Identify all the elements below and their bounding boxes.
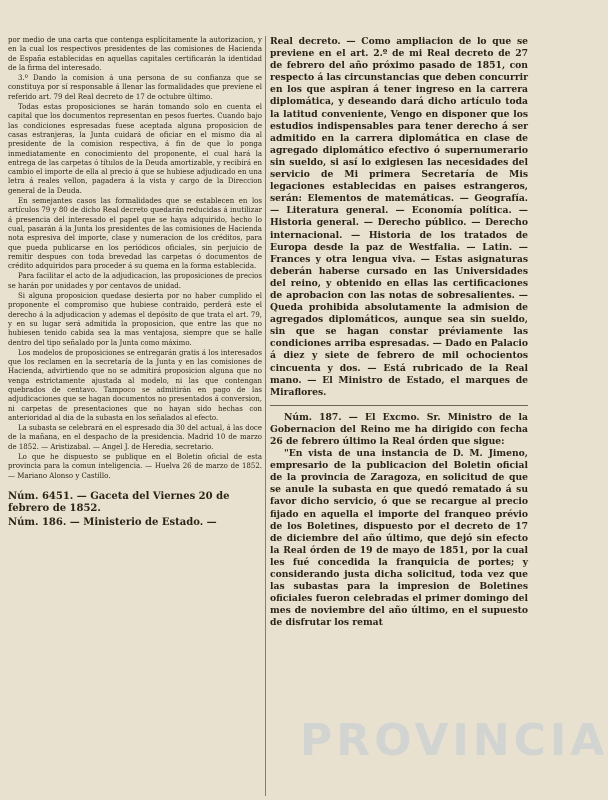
- library-watermark: PROVINCIA: [300, 715, 608, 766]
- column-divider: [265, 36, 266, 796]
- left-paragraph: Los modelos de proposiciones se entregarán gratis á los interesados que los reclamen en la secretaría de la Junta y en las comisiones de Hacienda, advirtiendo que no se admitirá proposicion alguna que no venga estrictamente ajustada al modelo, ni las que contengan quebrados de centavo. Tampoco se admitirán en pago de las adjudicaciones que se hagan documentos no presentados á conversion, ni carpetas de presentaciones que no hayan sido hechas con anterioridad al dia de la subasta en los señalados al efecto.: [8, 348, 262, 422]
- left-paragraph: Si alguna proposicion quedase desierta por no haber cumplido el proponente el compromiso que hubiese contraido, perderá este el derecho á la adjudicacion y ademas el depósito de que trata el art. 79, y en su lugar será admitida la proposicion, que entre las que no hubiesen tenido cabida sea la mas ventajosa, siempre que se halle dentro del tipo señalado por la Junta como máximo.: [8, 292, 262, 347]
- left-paragraph: La subasta se celebrará en el espresado dia 30 del actual, á las doce de la mañana, en el despacho de la presidencia. Madrid 10 de marzo de 1852. — Aristizabal. — Angel J. de Heredia, secretario.: [8, 424, 262, 451]
- right-column: [270, 36, 528, 630]
- real-decreto-text: Real decreto. — Como ampliacion de lo que se previene en el art. 2.º de mi Real decreto de 27 de febrero del año próximo pasado de 1851, con respecto á las circunstancias que deben concurrir en los que aspiran á tener ingreso en la carrera diplomática, y deseando dará dicho artículo toda la latitud conveniente, Vengo en disponer que los estudios indispensables para tener derecho á ser admitido en la carrera diplomática en clase de agregado diplomático efectivo ó supernumerario sin sueldo, si así lo exigiesen las necesidades del servicio de Mi primera Secretaría de Mis legaciones establecidas en paises estrangeros, serán: Elementos de matemáticas. — Geografía. — Literatura general. — Economía política. — Historia general. — Derecho público. — Derecho internacional. — Historia de los tratados de Europa desde la paz de Westfalia. — Latin. — Frances y otra lengua viva. — Estas asignaturas deberán haberse cursado en las Universidades del reino, y obtenido en ellas las certificaciones de aprobacion con las notas de sobresalientes. — Queda prohibida absolutamente la admision de agregados diplomáticos, aunque sea sin sueldo, sin que se hagan constar préviamente las condiciones arriba espresadas. — Dado en Palacio á diez y siete de febrero de mil ochocientos cincuenta y dos. — Está rubricado de la Real mano. — El Ministro de Estado, el marques de Miraflores.: [270, 36, 528, 398]
- ministerio-heading: Núm. 186. — Ministerio de Estado. —: [8, 516, 217, 528]
- real-orden-body: "En vista de una instancia de D. M. Jimeno, empresario de la publicacion del Boletin oficial de la provincia de Zaragoza, en solicitud de que se anule la subasta en que quedó rematado á su favor dicho servicio, ó que se recargue al precio fijado en aquella el importe del franqueo prévio de los Boletines, dispuesto por el decreto de 17 de diciembre del año último, que dejó sin efecto la Real órden de 19 de mayo de 1851, por la cual les fué concedida la franquicia de portes; y considerando justa dicha solicitud, toda vez que las subastas para la impresion de Boletines oficiales fueron celebradas el primer domingo del mes de noviembre del año último, en el supuesto de disfrutar los remat: [270, 448, 528, 629]
- left-column: [8, 36, 262, 531]
- gaceta-heading: Núm. 6451. — Gaceta del Viernes 20 de febrero de 1852.: [8, 490, 230, 514]
- real-orden-intro: Núm. 187. — El Excmo. Sr. Ministro de la Gobernacion del Reino me ha dirigido con fecha 26 de febrero último la Real órden que sigue:: [270, 411, 528, 447]
- left-paragraph: Para facilitar el acto de la adjudicacion, las proposiciones de precios se harán por unidades y por centavos de unidad.: [8, 272, 262, 290]
- left-paragraph: En semejantes casos las formalidades que se establecen en los artículos 79 y 80 de dicho Real decreto quedarán reducidas á inutilizar á presencia del interesado el papel que se haya adquirido, hecho lo cual, pasarán á la Junta los presidentes de las comisiones de Hacienda nota espresiva del importe, clase y numeracion de los créditos, para que pueda publicarse en los periódicos oficiales, sin perjuicio de remitir despues con toda brevedad las carpetas ó documentos de crédito adquiridos para proceder á su quema en la forma establecida.: [8, 197, 262, 271]
- left-paragraph: por medio de una carta que contenga esplícitamente la autorizacion, y en la cual los respectivos presidentes de las comisiones de Hacienda de España establecidas en aquellas capitales certificarán la identidad de la firma del interesado.: [8, 36, 262, 72]
- left-body-text: [8, 36, 262, 481]
- left-paragraph: Todas estas proposiciones se harán tomando solo en cuenta el capital que los documentos representan en pesos fuertes. Cuando bajo las condiciones espresadas fuese aceptada alguna proposicion de casas estranjeras, la Junta cuidará de oficiar en el mismo dia al presidente de la comision respectiva, á fin de que lo ponga inmediatamente en conocimiento del proponente, el cual hará la entrega de las carpetas ó títulos de la Deuda amortizable, y recibirá en cambio el importe de ella al precio á que se hubiese adjudicado en una letra á reales vellon, pagadera á la vista y cargo de la Direccion general de la Deuda.: [8, 103, 262, 195]
- left-paragraph: 3.º Dando la comision á una persona de su confianza que se constituya por sí responsable á llenar las formalidades que previene el referido art. 79 del Real decreto de 17 de octubre último.: [8, 74, 262, 101]
- section-rule: [270, 405, 528, 406]
- left-paragraph: Lo que he dispuesto se publique en el Boletin oficial de esta provincia para la comun inteligencia. — Huelva 26 de marzo de 1852. — Mariano Alonso y Castillo.: [8, 453, 262, 480]
